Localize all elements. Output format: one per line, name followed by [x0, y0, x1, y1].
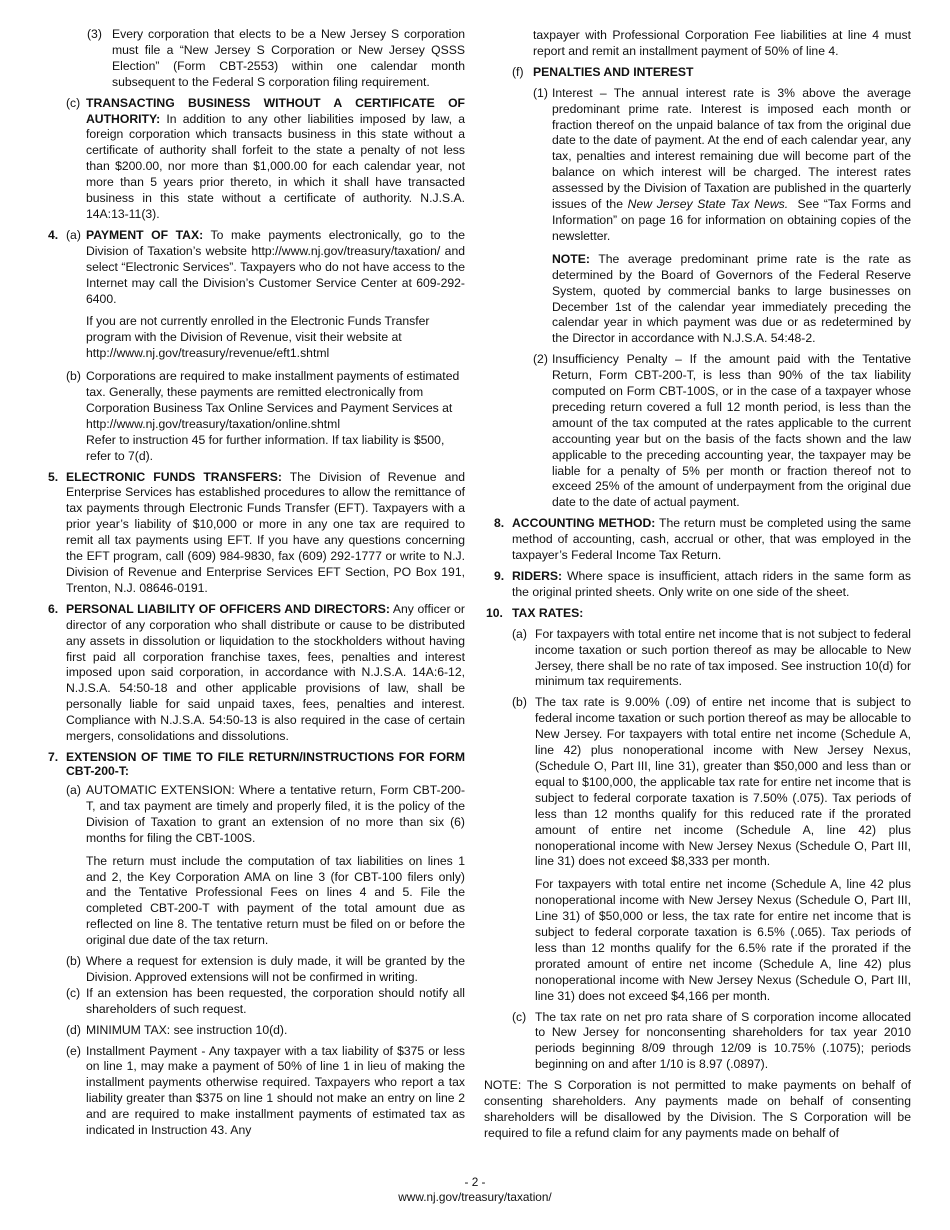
section-number: 7.	[48, 749, 59, 764]
item-text: Every corporation that elects to be a New Jersey S corporation must file a “New Jersey S Corporation or New Jersey QSSS Election” (Form CBT-2553) within one calendar month subsequent to the Federal S corporation filing requirement.	[112, 27, 465, 89]
section-title: ACCOUNTING METHOD:	[512, 516, 656, 531]
item-text: Corporations are required to make installment payments of estimated tax. Generally, these payments are remitted electronically from Corporation Business Tax Online Services and Payment Services at	[86, 369, 460, 415]
page-footer	[0, 1175, 950, 1205]
item-text: Insufficiency Penalty – If the amount paid with the Tentative Return, Form CBT-200-T, is less than 90% of the tax liability computed on Form CBT-100S, or in the case of a taxpayer whose preceding return covered a full 12 month period, is less than the amount of the tax computed at the rates applicable to the current accounting year but on the basis of the facts shown and the law applicable to the preceding accounting year, the taxpayer may be liable for a penalty of 5% per month or fraction thereof not to exceed 25% of the amount of underpayment from the original due date to the date of actual payment.	[552, 352, 911, 510]
item-10c	[512, 1010, 911, 1074]
section-body: Any officer or director of any corporation who shall distribute or cause to be distributed any assets in dissolution or liquidation to the stockholders without having first paid all corporation franchise taxes, fees, penalties and interest imposed upon said corporation, in accordance with N.J.S.A. 14A:6-12, N.J.S.A. 54:50-18 and other applicable provisions of law, shall be personally liable for said unpaid taxes, fees, penalties and interest. Compliance with N.J.S.A. 54:50-13 is also required in the case of certain mergers, consolidations and dissolutions.	[66, 601, 465, 744]
item-marker: (a)	[66, 227, 81, 242]
item-title: TRANSACTING BUSINESS WITHOUT A CERTIFICATE OF AUTHORITY:	[86, 95, 465, 126]
section-body: The Division of Revenue and Enterprise Services has established procedures to allow the remittance of tax payments through Electronic Funds Transfer (EFT). Taxpayers with a prior year’s liability of $10,000 or more in any one tax are required to remit all tax payments using EFT. If you have any questions concerning the EFT program, call (609) 984-9830, fax (609) 292-1777 or write to N.J. Division of Revenue and Enterprise Services EFT Section, PO Box 191, Trenton, N.J. 08646-0191.	[66, 469, 465, 595]
item-3c	[48, 96, 465, 223]
item-7e-continued: taxpayer with Professional Corporation Fee liabilities at line 4 must report and remit an installment payment of 50% of line 4.	[533, 28, 911, 58]
section-number: 5.	[48, 469, 59, 484]
item-text: MINIMUM TAX: see instruction 10(d).	[86, 1022, 288, 1037]
section-8	[486, 516, 911, 564]
item-7b	[66, 954, 465, 986]
item-marker: (1)	[533, 85, 548, 100]
item-7c	[66, 986, 465, 1018]
item-text: If an extension has been requested, the corporation should notify all shareholders of such request.	[86, 985, 465, 1016]
section-7	[48, 750, 465, 1139]
item-10b	[512, 695, 911, 1004]
item-text: The tax rate on net pro rata share of S corporation income allocated to New Jersey for nonconsenting shareholders for tax year 2010 periods beginning 8/09 through 12/09 is 10.75% (.1075); periods beginning on and after 1/10 is 8.97 (.0897).	[535, 1009, 911, 1072]
item-7f-1	[533, 86, 911, 348]
section-9	[486, 569, 911, 601]
right-column	[486, 28, 911, 1142]
item-marker: (3)	[87, 27, 102, 41]
item-text: Installment Payment - Any taxpayer with a tax liability of $375 or less on line 1, may make a payment of 50% of line 1 in lieu of making the installment payments otherwise required. Taxpayers who report a tax liability greater than $375 on line 1 should not make an entry on line 2 and are required to make installment payments of estimated tax as indicated in Instruction 43. Any	[86, 1043, 465, 1138]
left-column	[48, 27, 465, 1139]
item-7e	[66, 1044, 465, 1139]
item-text	[86, 96, 465, 223]
section-title: TAX RATES:	[512, 605, 584, 620]
item-marker: (a)	[66, 782, 81, 797]
section-text	[512, 516, 911, 564]
item-4a	[66, 228, 465, 362]
section-10	[486, 606, 911, 1073]
section-number: 6.	[48, 601, 59, 616]
item-body: To make payments electronically, go to the Division of Taxation’s website http://www.nj.gov/treasury/taxation/ and select “Electronic Services”. Taxpayers who do not have access to the Internet may call the Division’s Customer Service Center at 609-292-6400.	[86, 227, 466, 306]
item-text-2: If you are not currently enrolled in the Electronic Funds Transfer program with the Division of Revenue, visit their website at http://www.nj.gov/treasury/revenue/eft1.shtml	[86, 314, 430, 361]
section-text	[512, 569, 911, 601]
item-title: PENALTIES AND INTEREST	[533, 64, 694, 79]
section-body: Where space is insufficient, attach riders in the same form as the original printed sheets. Only write on one side of the sheet.	[512, 569, 911, 599]
online-url[interactable]: http://www.nj.gov/treasury/taxation/online.shtml	[86, 416, 341, 431]
section-title: ELECTRONIC FUNDS TRANSFERS:	[66, 469, 282, 484]
interest-text-end: See “Tax Forms and Information” on page 16 for information on obtaining copies of the newsletter.	[552, 197, 911, 243]
item-title: PAYMENT OF TAX:	[86, 227, 204, 242]
item-4b	[66, 369, 465, 464]
item-3-3	[48, 27, 465, 91]
item-7a	[66, 783, 465, 949]
section-text	[66, 470, 465, 597]
item-text: AUTOMATIC EXTENSION: Where a tentative return, Form CBT-200-T, and tax payment are timely and properly filed, it is the policy of the Division of Taxation to grant an extension of no more than six (6) months for filing the CBT-100S.	[86, 782, 465, 845]
section-number: 4.	[48, 227, 59, 242]
item-marker: (b)	[66, 369, 81, 384]
section-number: 9.	[494, 569, 505, 583]
item-body: In addition to any other liabilities imposed by law, a foreign corporation which transacts business in this state without a certificate of authority shall forfeit to the state a penalty of not less than $200.00, nor more than $1,000.00 for each calendar year, not more than 5 years prior thereto, in which it shall have transacted business in this state without a certificate of authority. N.J.S.A. 14A:13-11(3).	[86, 111, 465, 221]
item-marker: (c)	[512, 1009, 527, 1024]
section-4	[48, 228, 465, 465]
footer-url[interactable]: www.nj.gov/treasury/taxation/	[398, 1190, 552, 1204]
item-marker: (c)	[66, 985, 81, 1000]
item-text-2: The return must include the computation of tax liabilities on lines 1 and 2, the Key Corporation AMA on line 3 (for CBT-100 filers only) and the Tentative Professional Fees on lines 4 and 5. File the completed CBT-200-T with payment of the total amount due as reflected on line 8. The tentative return must be filed on or before the original due date of the tax return.	[86, 853, 465, 948]
section-title: EXTENSION OF TIME TO FILE RETURN/INSTRUCTIONS FOR FORM CBT-200-T:	[66, 749, 465, 778]
item-marker: (a)	[512, 626, 527, 641]
note	[552, 252, 911, 347]
note-title: NOTE:	[552, 251, 590, 266]
item-text: The tax rate is 9.00% (.09) of entire net income that is subject to federal income taxation or such portion thereof as may be allocable to New Jersey. For taxpayers with total entire net income (Schedule A, line 42) plus nonoperational income with New Jersey Nexus, (Schedule O, Part III, line 31), greater than $50,000 and less than or equal to $100,000, the applicable tax rate for entire net income that is subject to federal corporate taxation is 7.50% (.075). Tax periods of less than 12 months qualify for this reduced rate if the prorated amount of entire net income (Schedule A, line 42) plus nonoperational income with New Jersey Nexus (Schedule O, Part III, line 31) does not exceed $8,333 per month.	[535, 695, 911, 869]
item-text-refer: Refer to instruction 45 for further information. If tax liability is $500, refer to 7(d).	[86, 432, 445, 463]
section-6	[48, 602, 465, 745]
section-text	[66, 602, 465, 745]
item-marker: (b)	[512, 695, 527, 710]
item-text	[552, 86, 911, 245]
section-5	[48, 470, 465, 597]
page-number: - 2 -	[464, 1175, 486, 1189]
note-body: The average predominant prime rate is the rate as determined by the Board of Governors of the Federal Reserve System, quoted by commercial banks to large businesses on December 1st of the calendar year immediately preceding the calendar year in which payment was due or as redetermined by the Director in accordance with N.J.S.A. 54:48-2.	[552, 251, 911, 346]
section-title: RIDERS:	[512, 569, 563, 583]
item-marker: (d)	[66, 1022, 81, 1037]
section-number: 8.	[494, 516, 505, 531]
final-note: NOTE: The S Corporation is not permitted to make payments on behalf of consenting shareholders. Any payments made on behalf of consenting shareholders will be disallowed by the Division. The S Corporation will be required to file a refund claim for any payments made on behalf of	[484, 1078, 911, 1140]
item-marker: (2)	[533, 352, 548, 367]
section-number: 10.	[486, 605, 503, 620]
item-marker: (b)	[66, 954, 81, 969]
interest-text: Interest – The annual interest rate is 3% above the average predominant prime rate. Interest is imposed each month or fraction thereof on the unpaid balance of tax from the original due date to the date of payment. At the end of each calendar year, any tax, penalties and interest remaining due will become part of the balance on which interest will be charged. The interest rates assessed by the Division of Taxation are published in the quarterly issues of the	[552, 85, 911, 212]
item-text: Where a request for extension is duly made, it will be granted by the Division. Approved extensions will not be confirmed in writing.	[86, 954, 465, 984]
item-7d	[66, 1023, 465, 1039]
item-text: For taxpayers with total entire net income that is not subject to federal income taxation or such portion thereof as may be allocable to New Jersey, there shall be no rate of tax imposed. See instruction 10(d) for minimum tax requirements.	[535, 626, 911, 689]
item-text	[86, 228, 465, 308]
item-marker: (e)	[66, 1043, 81, 1058]
item-text-2: For taxpayers with total entire net income (Schedule A, line 42 plus nonoperational income with New Jersey Nexus (Schedule O, Part III, Line 31) of $50,000 or less, the tax rate for entire net income that is subject to federal corporate taxation is 6.5% (.065). Tax periods of less than 12 months qualify for the 6.5% rate if the prorated if the prorated amount of entire net income (Schedule A, line 42) plus nonoperational income with New Jersey Nexus (Schedule O, Part III, line 31) does not exceed $4,166 per month.	[535, 877, 911, 1003]
item-marker: (c)	[66, 95, 81, 110]
newsletter-title: New Jersey State Tax News.	[627, 197, 789, 212]
section-body: The return must be completed using the same method of accounting, cash, accrual or other, that was employed in the taxpayer’s Federal Income Tax Return.	[512, 516, 911, 563]
item-marker: (f)	[512, 64, 524, 79]
item-10a	[512, 627, 911, 691]
item-7f-2	[533, 352, 911, 511]
section-title: PERSONAL LIABILITY OF OFFICERS AND DIRECTORS:	[66, 601, 390, 616]
item-7f	[486, 65, 911, 511]
